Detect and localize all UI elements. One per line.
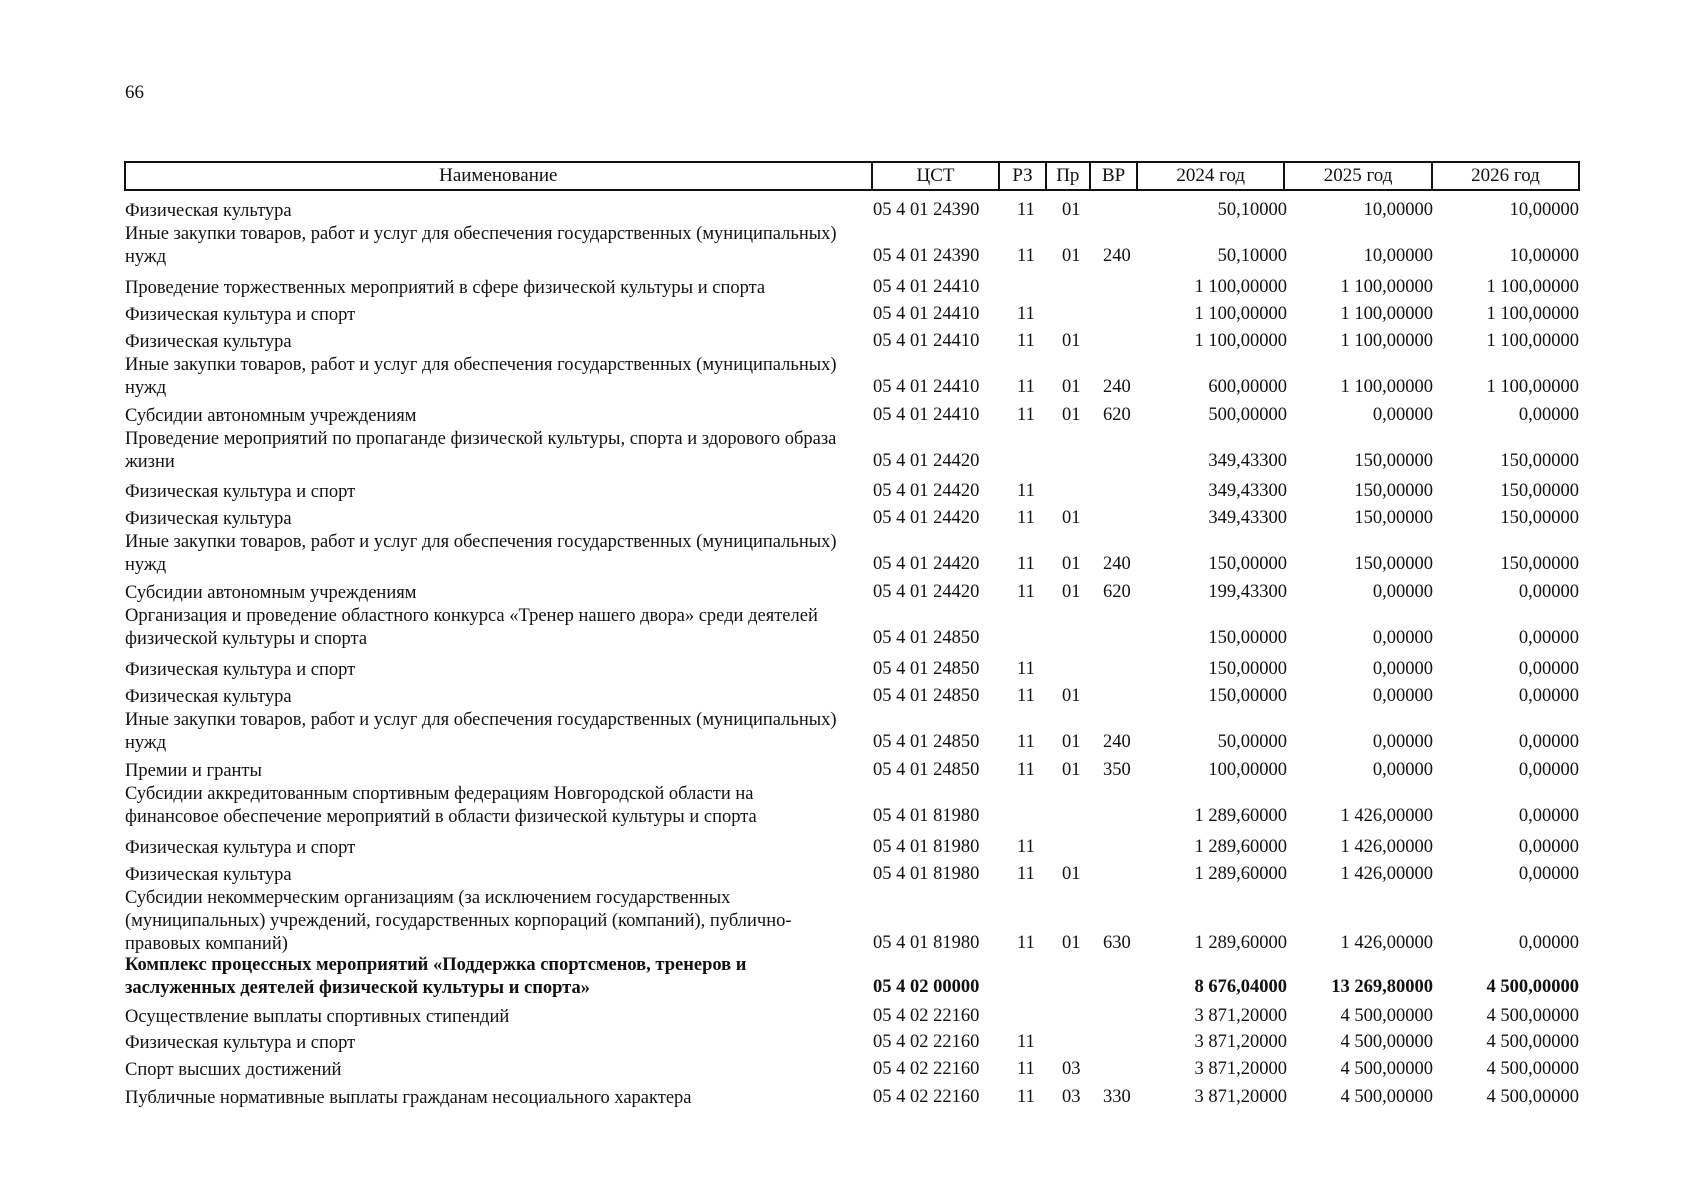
row-y2024: 1 289,60000 <box>1194 806 1287 826</box>
row-name: Субсидии автономным учреждениям <box>125 583 417 603</box>
row-y2024: 500,00000 <box>1208 405 1287 425</box>
row-y2026: 4 500,00000 <box>1486 1087 1579 1107</box>
row-name: Физическая культура <box>125 865 292 885</box>
row-name: Физическая культура и спорт <box>125 482 356 502</box>
row-cst: 05 4 01 81980 <box>873 933 980 953</box>
row-cst: 05 4 01 24420 <box>873 554 980 574</box>
row-y2026: 0,00000 <box>1518 628 1579 648</box>
row-y2024: 349,43300 <box>1208 481 1287 501</box>
header-pr: Пр <box>1046 162 1090 190</box>
row-rz: 11 <box>1017 246 1035 266</box>
row-y2025: 1 426,00000 <box>1340 837 1433 857</box>
row-name: Физическая культура и спорт <box>125 660 356 680</box>
row-y2025: 0,00000 <box>1372 582 1433 602</box>
row-name: Физическая культура <box>125 332 292 352</box>
row-y2024: 8 676,04000 <box>1194 977 1287 997</box>
row-y2026: 10,00000 <box>1509 246 1579 266</box>
row-rz: 11 <box>1017 933 1035 953</box>
row-name: Субсидии некоммерческим организациям (за исключением государственных (муниципальных) учреждений, государственных корпораций (компаний), публично-правовых компаний) <box>125 888 792 954</box>
row-y2026: 0,00000 <box>1518 760 1579 780</box>
row-name: Спорт высших достижений <box>125 1060 342 1080</box>
row-name: Физическая культура и спорт <box>125 1033 356 1053</box>
row-y2025: 10,00000 <box>1363 200 1433 220</box>
row-cst: 05 4 01 24410 <box>873 304 980 324</box>
row-pr: 03 <box>1062 1087 1081 1107</box>
row-y2024: 100,00000 <box>1208 760 1287 780</box>
row-y2025: 1 426,00000 <box>1340 806 1433 826</box>
row-cst: 05 4 01 24410 <box>873 405 980 425</box>
row-y2024: 1 289,60000 <box>1194 933 1287 953</box>
row-cst: 05 4 01 24850 <box>873 686 980 706</box>
header-cst: ЦСТ <box>872 162 1000 190</box>
row-vr: 620 <box>1103 582 1131 602</box>
row-name: Субсидии аккредитованным спортивным федерациям Новгородской области на финансовое обеспечение мероприятий в области физической культуры и спорта <box>125 784 757 827</box>
row-pr: 01 <box>1062 732 1081 752</box>
row-y2025: 1 100,00000 <box>1340 331 1433 351</box>
row-y2025: 1 426,00000 <box>1340 933 1433 953</box>
row-y2026: 4 500,00000 <box>1486 1032 1579 1052</box>
row-cst: 05 4 01 24410 <box>873 377 980 397</box>
row-y2024: 3 871,20000 <box>1194 1059 1287 1079</box>
row-y2024: 3 871,20000 <box>1194 1006 1287 1026</box>
row-y2024: 199,43300 <box>1208 582 1287 602</box>
row-y2024: 1 100,00000 <box>1194 331 1287 351</box>
row-y2024: 600,00000 <box>1208 377 1287 397</box>
row-y2024: 150,00000 <box>1208 686 1287 706</box>
row-y2024: 150,00000 <box>1208 659 1287 679</box>
row-y2026: 4 500,00000 <box>1486 1006 1579 1026</box>
row-rz: 11 <box>1017 864 1035 884</box>
row-cst: 05 4 01 24850 <box>873 628 980 648</box>
row-rz: 11 <box>1017 554 1035 574</box>
row-vr: 240 <box>1103 246 1131 266</box>
row-y2024: 50,00000 <box>1217 732 1287 752</box>
row-name: Иные закупки товаров, работ и услуг для обеспечения государственных (муниципальных) нужд <box>125 710 837 753</box>
row-cst: 05 4 01 24420 <box>873 451 980 471</box>
row-y2025: 10,00000 <box>1363 246 1433 266</box>
row-y2025: 0,00000 <box>1372 686 1433 706</box>
row-vr: 630 <box>1103 933 1131 953</box>
row-rz: 11 <box>1017 508 1035 528</box>
row-y2026: 1 100,00000 <box>1486 377 1579 397</box>
row-name: Премии и гранты <box>125 761 262 781</box>
row-cst: 05 4 01 24410 <box>873 331 980 351</box>
row-y2024: 3 871,20000 <box>1194 1087 1287 1107</box>
row-y2025: 4 500,00000 <box>1340 1006 1433 1026</box>
row-y2024: 1 100,00000 <box>1194 304 1287 324</box>
row-y2024: 50,10000 <box>1217 200 1287 220</box>
row-cst: 05 4 02 22160 <box>873 1087 980 1107</box>
row-cst: 05 4 02 00000 <box>873 977 980 997</box>
row-y2025: 4 500,00000 <box>1340 1087 1433 1107</box>
header-2026: 2026 год <box>1432 162 1579 190</box>
row-y2026: 0,00000 <box>1518 582 1579 602</box>
row-rz: 11 <box>1017 1087 1035 1107</box>
row-rz: 11 <box>1017 686 1035 706</box>
row-name: Физическая культура и спорт <box>125 838 356 858</box>
page-number: 66 <box>125 82 144 103</box>
row-y2026: 1 100,00000 <box>1486 331 1579 351</box>
row-rz: 11 <box>1017 582 1035 602</box>
row-pr: 03 <box>1062 1059 1081 1079</box>
row-y2025: 150,00000 <box>1354 554 1433 574</box>
row-cst: 05 4 01 24420 <box>873 582 980 602</box>
row-y2026: 0,00000 <box>1518 864 1579 884</box>
row-y2026: 0,00000 <box>1518 686 1579 706</box>
header-vr: ВР <box>1090 162 1137 190</box>
row-y2025: 1 426,00000 <box>1340 864 1433 884</box>
row-pr: 01 <box>1062 864 1081 884</box>
row-name: Иные закупки товаров, работ и услуг для обеспечения государственных (муниципальных) нужд <box>125 224 837 267</box>
header-name: Наименование <box>125 162 872 190</box>
row-y2024: 349,43300 <box>1208 451 1287 471</box>
row-vr: 330 <box>1103 1087 1131 1107</box>
row-name: Физическая культура <box>125 201 292 221</box>
row-rz: 11 <box>1017 200 1035 220</box>
row-rz: 11 <box>1017 1059 1035 1079</box>
row-y2024: 1 289,60000 <box>1194 837 1287 857</box>
row-y2025: 1 100,00000 <box>1340 377 1433 397</box>
row-cst: 05 4 02 22160 <box>873 1032 980 1052</box>
row-y2026: 0,00000 <box>1518 659 1579 679</box>
row-y2026: 0,00000 <box>1518 405 1579 425</box>
row-name: Комплекс процессных мероприятий «Поддержка спортсменов, тренеров и заслуженных деятелей физической культуры и спорта» <box>125 955 747 998</box>
row-cst: 05 4 01 24850 <box>873 732 980 752</box>
row-rz: 11 <box>1017 1032 1035 1052</box>
row-name: Публичные нормативные выплаты гражданам несоциального характера <box>125 1088 692 1108</box>
row-y2025: 1 100,00000 <box>1340 277 1433 297</box>
header-2025: 2025 год <box>1284 162 1432 190</box>
row-y2026: 150,00000 <box>1500 481 1579 501</box>
row-rz: 11 <box>1017 760 1035 780</box>
row-name: Субсидии автономным учреждениям <box>125 406 417 426</box>
row-y2026: 0,00000 <box>1518 933 1579 953</box>
row-name: Физическая культура <box>125 687 292 707</box>
row-pr: 01 <box>1062 582 1081 602</box>
row-rz: 11 <box>1017 331 1035 351</box>
row-y2025: 4 500,00000 <box>1340 1059 1433 1079</box>
row-vr: 240 <box>1103 554 1131 574</box>
row-y2026: 1 100,00000 <box>1486 277 1579 297</box>
row-cst: 05 4 01 24410 <box>873 277 980 297</box>
row-name: Физическая культура <box>125 509 292 529</box>
row-name: Физическая культура и спорт <box>125 305 356 325</box>
row-y2025: 0,00000 <box>1372 405 1433 425</box>
row-rz: 11 <box>1017 304 1035 324</box>
row-name: Осуществление выплаты спортивных стипендий <box>125 1007 510 1027</box>
row-y2026: 1 100,00000 <box>1486 304 1579 324</box>
row-pr: 01 <box>1062 508 1081 528</box>
row-y2024: 3 871,20000 <box>1194 1032 1287 1052</box>
row-y2026: 4 500,00000 <box>1486 977 1579 997</box>
row-y2025: 0,00000 <box>1372 760 1433 780</box>
row-pr: 01 <box>1062 686 1081 706</box>
row-y2025: 1 100,00000 <box>1340 304 1433 324</box>
row-pr: 01 <box>1062 554 1081 574</box>
header-2024: 2024 год <box>1137 162 1284 190</box>
row-vr: 620 <box>1103 405 1131 425</box>
row-cst: 05 4 02 22160 <box>873 1006 980 1026</box>
row-y2026: 150,00000 <box>1500 451 1579 471</box>
row-rz: 11 <box>1017 481 1035 501</box>
row-y2024: 150,00000 <box>1208 554 1287 574</box>
row-y2026: 150,00000 <box>1500 508 1579 528</box>
row-cst: 05 4 01 24390 <box>873 200 980 220</box>
header-rz: РЗ <box>999 162 1045 190</box>
row-y2024: 150,00000 <box>1208 628 1287 648</box>
row-name: Проведение торжественных мероприятий в сфере физической культуры и спорта <box>125 278 766 298</box>
row-rz: 11 <box>1017 837 1035 857</box>
row-pr: 01 <box>1062 246 1081 266</box>
row-y2024: 349,43300 <box>1208 508 1287 528</box>
row-name: Иные закупки товаров, работ и услуг для обеспечения государственных (муниципальных) нужд <box>125 532 837 575</box>
row-pr: 01 <box>1062 760 1081 780</box>
row-pr: 01 <box>1062 331 1081 351</box>
row-cst: 05 4 01 24420 <box>873 481 980 501</box>
row-y2025: 4 500,00000 <box>1340 1032 1433 1052</box>
row-rz: 11 <box>1017 659 1035 679</box>
row-cst: 05 4 01 24420 <box>873 508 980 528</box>
row-pr: 01 <box>1062 405 1081 425</box>
row-rz: 11 <box>1017 377 1035 397</box>
row-name: Организация и проведение областного конкурса «Тренер нашего двора» среди деятелей физической культуры и спорта <box>125 606 818 649</box>
row-y2025: 150,00000 <box>1354 481 1433 501</box>
row-pr: 01 <box>1062 200 1081 220</box>
row-y2024: 50,10000 <box>1217 246 1287 266</box>
row-cst: 05 4 01 81980 <box>873 806 980 826</box>
row-y2026: 4 500,00000 <box>1486 1059 1579 1079</box>
row-cst: 05 4 01 24850 <box>873 760 980 780</box>
row-cst: 05 4 01 81980 <box>873 837 980 857</box>
row-y2025: 13 269,80000 <box>1331 977 1433 997</box>
row-pr: 01 <box>1062 377 1081 397</box>
row-cst: 05 4 01 24850 <box>873 659 980 679</box>
row-name: Проведение мероприятий по пропаганде физической культуры, спорта и здорового образа жизни <box>125 429 837 472</box>
row-rz: 11 <box>1017 732 1035 752</box>
row-pr: 01 <box>1062 933 1081 953</box>
row-y2026: 0,00000 <box>1518 732 1579 752</box>
row-y2025: 150,00000 <box>1354 451 1433 471</box>
row-y2025: 0,00000 <box>1372 628 1433 648</box>
row-y2026: 0,00000 <box>1518 806 1579 826</box>
row-y2026: 150,00000 <box>1500 554 1579 574</box>
row-y2025: 150,00000 <box>1354 508 1433 528</box>
row-name: Иные закупки товаров, работ и услуг для обеспечения государственных (муниципальных) нужд <box>125 355 837 398</box>
row-y2024: 1 100,00000 <box>1194 277 1287 297</box>
row-rz: 11 <box>1017 405 1035 425</box>
row-cst: 05 4 02 22160 <box>873 1059 980 1079</box>
row-vr: 350 <box>1103 760 1131 780</box>
row-vr: 240 <box>1103 377 1131 397</box>
row-cst: 05 4 01 24390 <box>873 246 980 266</box>
row-y2026: 10,00000 <box>1509 200 1579 220</box>
row-y2024: 1 289,60000 <box>1194 864 1287 884</box>
row-vr: 240 <box>1103 732 1131 752</box>
row-cst: 05 4 01 81980 <box>873 864 980 884</box>
row-y2025: 0,00000 <box>1372 659 1433 679</box>
row-y2025: 0,00000 <box>1372 732 1433 752</box>
row-y2026: 0,00000 <box>1518 837 1579 857</box>
